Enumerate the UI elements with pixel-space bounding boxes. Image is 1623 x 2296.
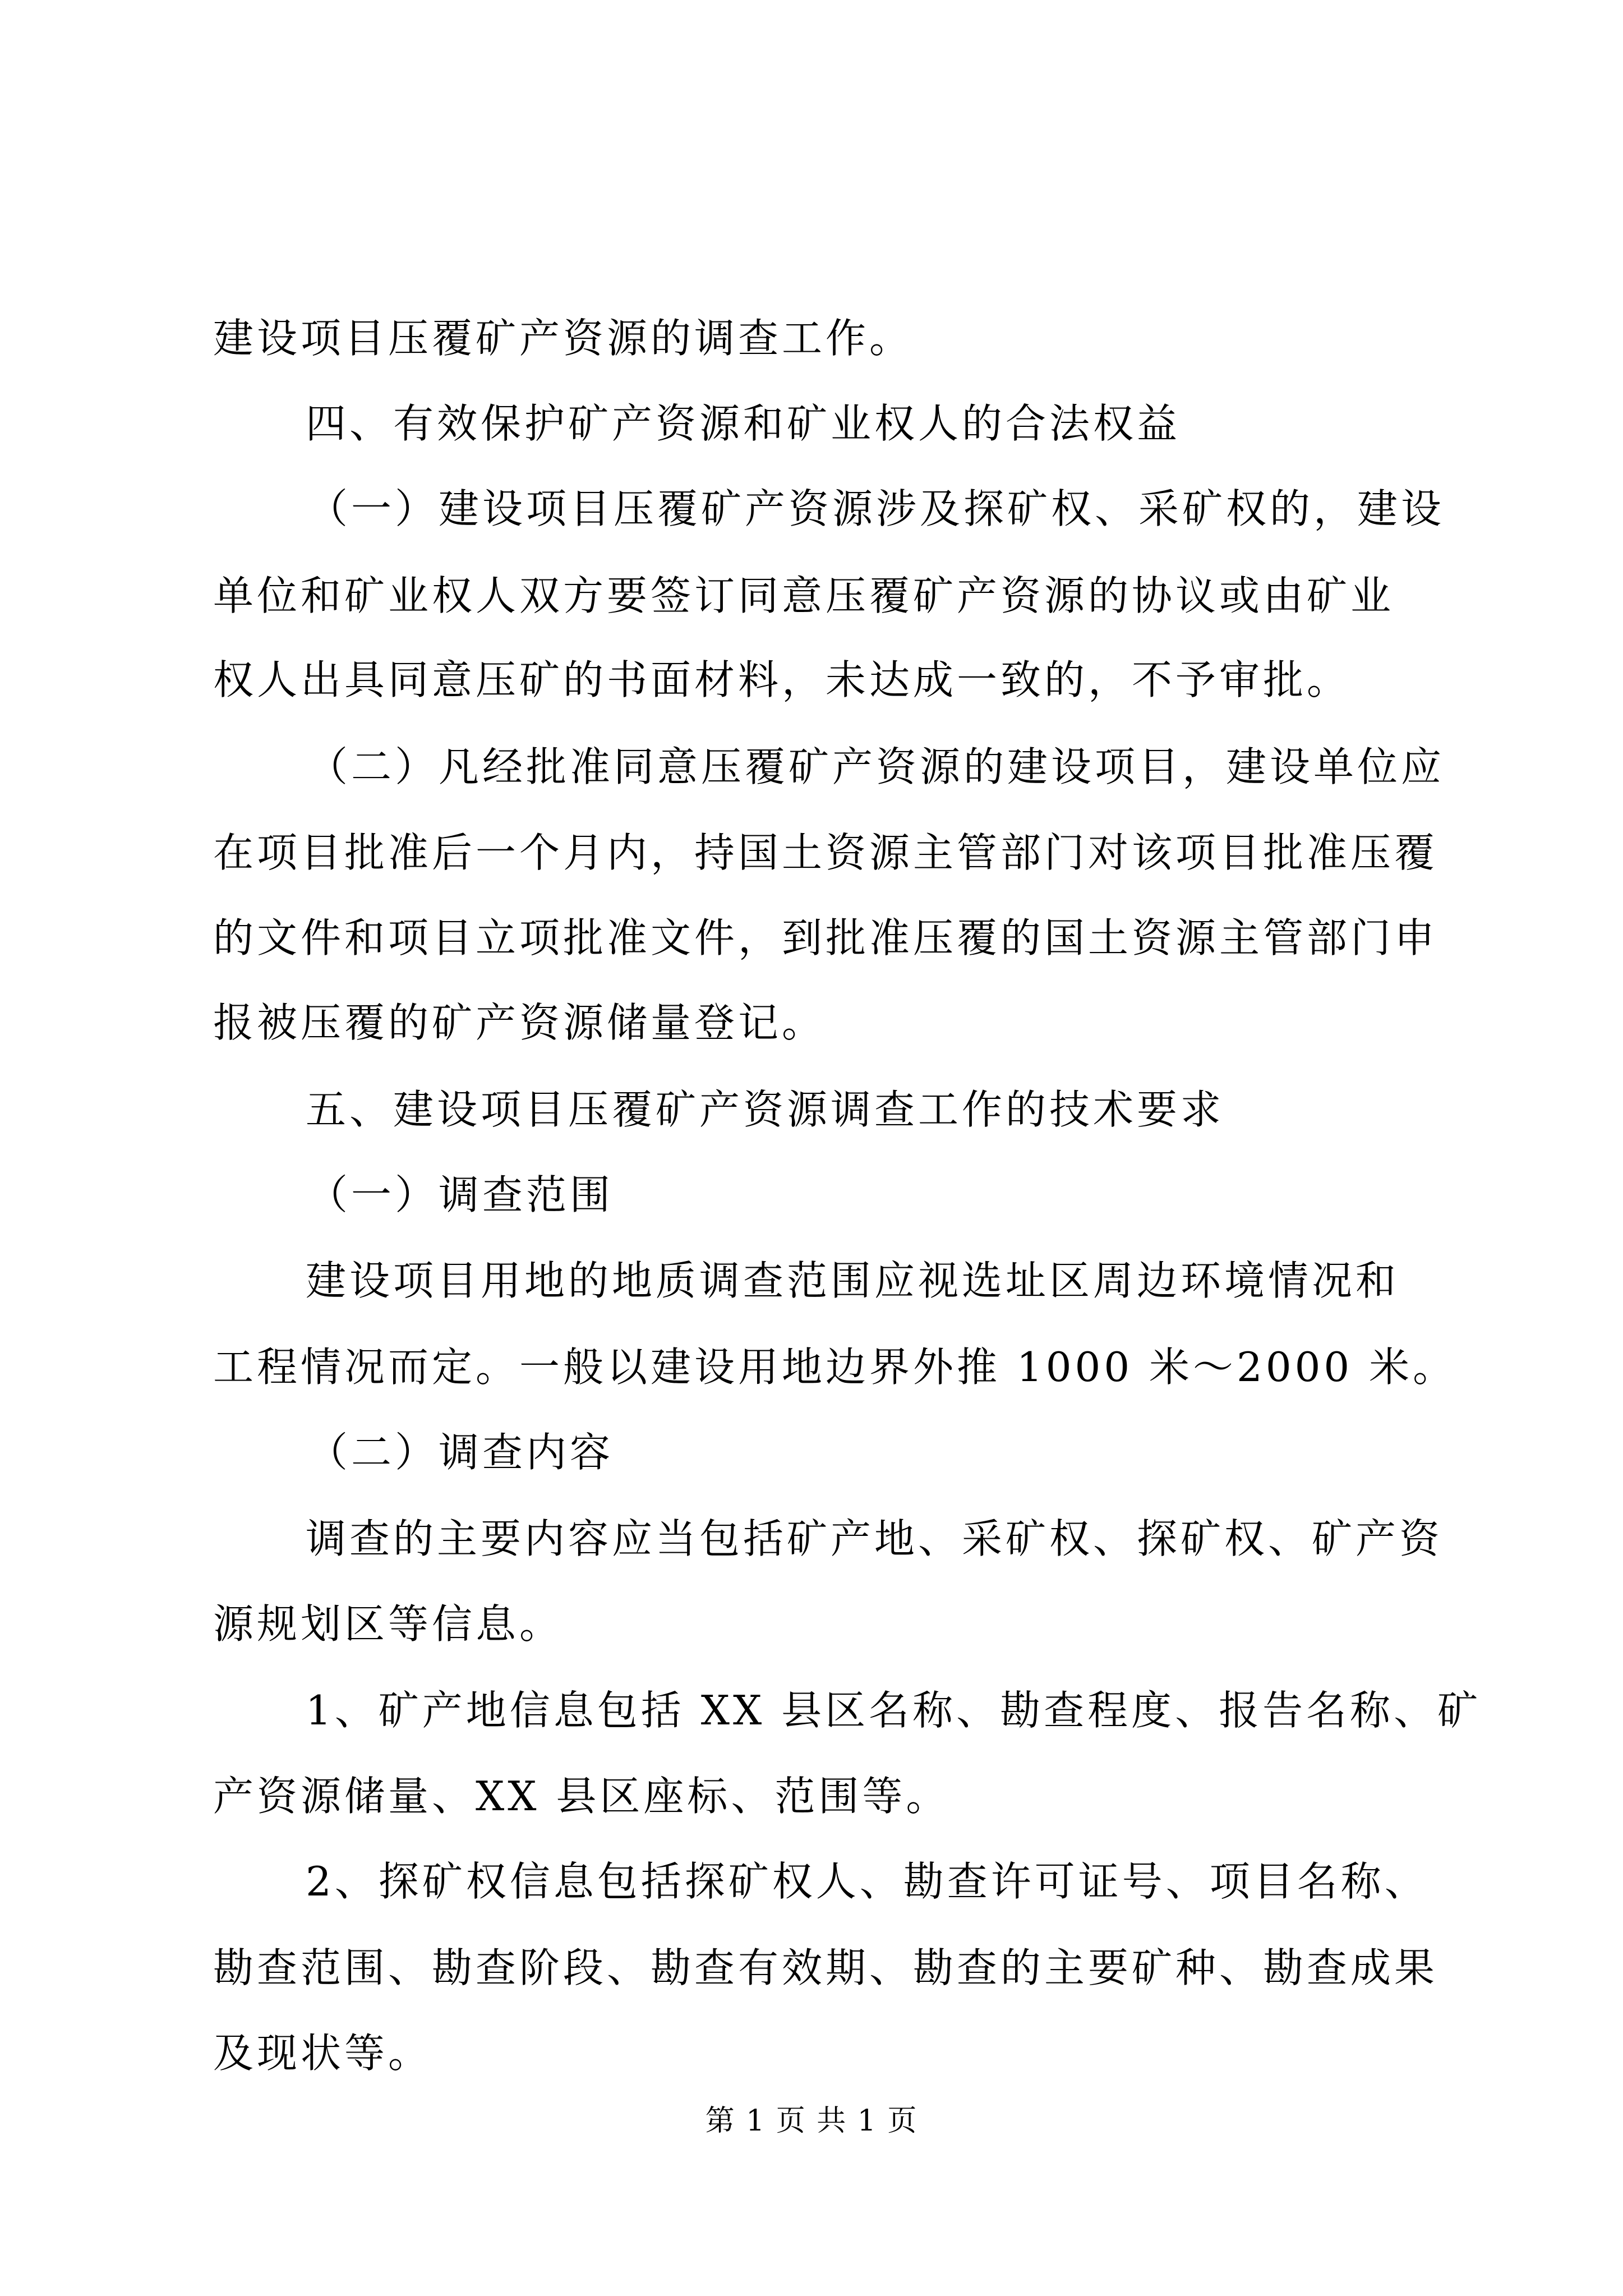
page-number-footer: 第 1 页 共 1 页 — [705, 2104, 918, 2138]
line-19: 2、探矿权信息包括探矿权人、勘查许可证号、项目名称、 — [306, 1858, 1428, 1905]
line-01: 建设项目压覆矿产资源的调查工作。 — [213, 315, 914, 362]
line-12: 建设项目用地的地质调查范围应视选址区周边环境情况和 — [306, 1257, 1400, 1304]
line-21: 及现状等。 — [213, 2030, 432, 2077]
line-18: 产资源储量、XX 县区座标、范围等。 — [213, 1773, 950, 1820]
line-07: 在项目批准后一个月内，持国土资源主管部门对该项目批准压覆 — [213, 829, 1438, 876]
section-heading-5: 五、建设项目压覆矿产资源调查工作的技术要求 — [306, 1086, 1225, 1133]
subheading-content: （二）调查内容 — [307, 1429, 614, 1476]
line-06: （二）凡经批准同意压覆矿产资源的建设项目，建设单位应 — [307, 743, 1445, 790]
line-13: 工程情况而定。一般以建设用地边界外推 1000 米～2000 米。 — [213, 1343, 1457, 1391]
section-heading-4: 四、有效保护矿产资源和矿业权人的合法权益 — [306, 400, 1181, 447]
line-08: 的文件和项目立项批准文件，到批准压覆的国土资源主管部门申 — [213, 914, 1438, 961]
line-04: 单位和矿业权人双方要签订同意压覆矿产资源的协议或由矿业 — [213, 572, 1395, 619]
line-03: （一）建设项目压覆矿产资源涉及探矿权、采矿权的，建设 — [307, 485, 1445, 532]
line-17: 1、矿产地信息包括 XX 县区名称、勘查程度、报告名称、矿 — [306, 1687, 1482, 1734]
line-09: 报被压覆的矿产资源储量登记。 — [213, 999, 826, 1046]
line-16: 源规划区等信息。 — [213, 1600, 564, 1648]
line-15: 调查的主要内容应当包括矿产地、采矿权、探矿权、矿产资 — [306, 1515, 1444, 1562]
line-05: 权人出具同意压矿的书面材料，未达成一致的，不予审批。 — [213, 656, 1351, 703]
subheading-scope: （一）调查范围 — [307, 1171, 614, 1218]
line-20: 勘查范围、勘查阶段、勘查有效期、勘查的主要矿种、勘查成果 — [213, 1944, 1438, 1991]
